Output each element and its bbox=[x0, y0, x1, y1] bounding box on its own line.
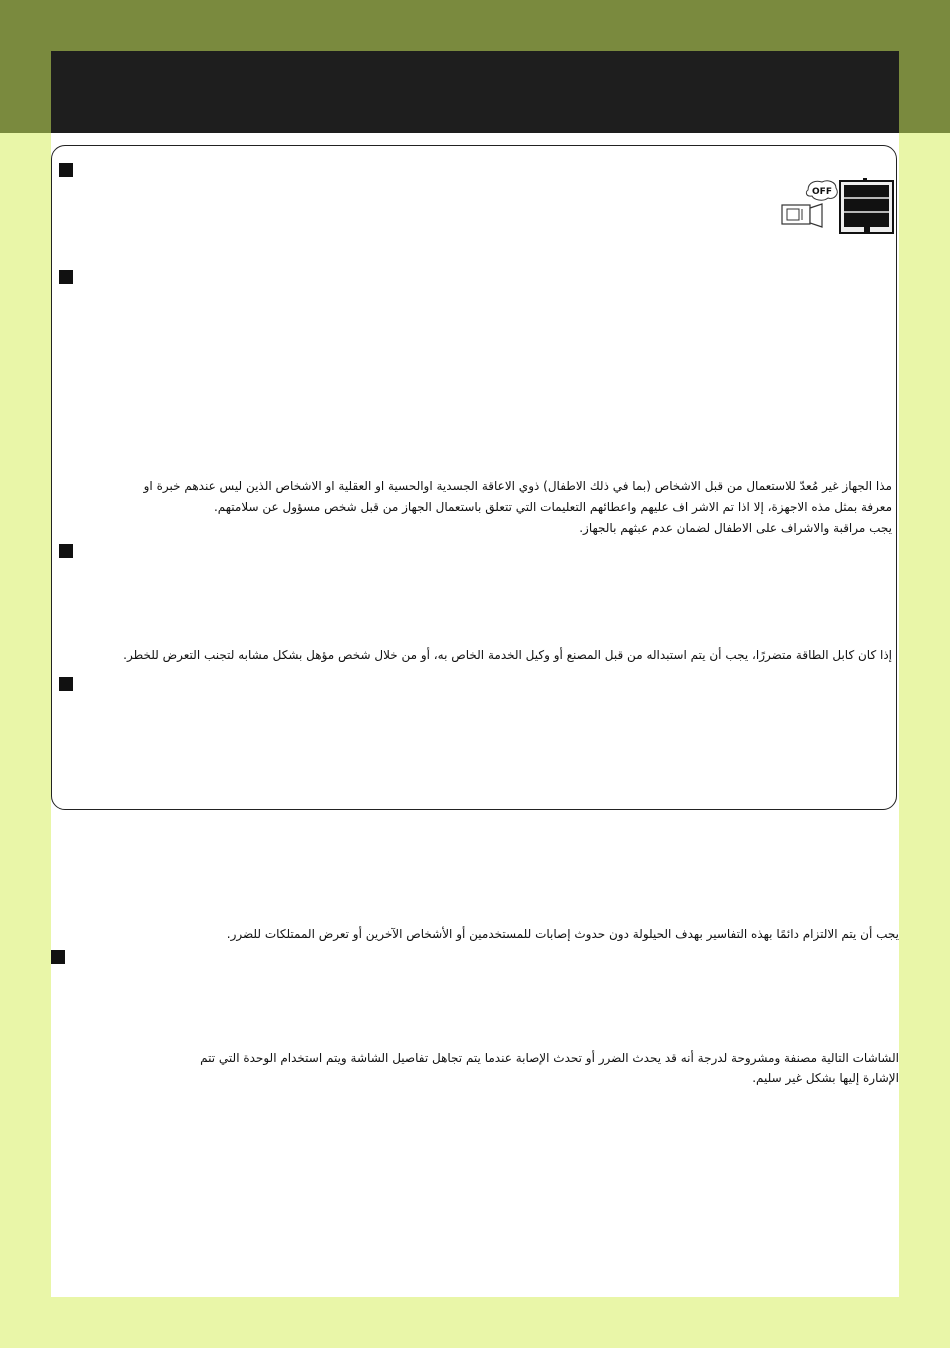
follow-instructions-text: يجب أن يتم الالتزام دائمًا بهذه التفاسير بهدف الحيلولة دون حدوث إصابات للمستخدمين أو الأشخاص الآخرين أو تعرض الممتلكات للضرر. bbox=[226, 927, 899, 941]
bullet-marker bbox=[59, 544, 73, 558]
children-warning-line-2: معرفة بمثل مذه الاجهزة، إلا اذا تم الاشر اف عليهم واعطائهم التعليمات التي تتعلق باستعمال الجهاز من قبل شخص مسؤول عن سلامتهم. bbox=[213, 500, 892, 514]
bullet-marker bbox=[59, 270, 73, 284]
off-label: OFF bbox=[812, 187, 832, 197]
unplug-illustration bbox=[778, 178, 896, 234]
children-warning-line-3: يجب مراقبة والاشراف على الاطفال لضمان عدم عبثهم بالجهاز. bbox=[579, 521, 892, 535]
screens-explanation-line-2: الإشارة إليها بشكل غير سليم. bbox=[752, 1071, 899, 1085]
bullet-marker bbox=[59, 677, 73, 691]
microwave-icon bbox=[840, 178, 893, 233]
off-bubble-icon bbox=[806, 181, 837, 200]
header-bar bbox=[51, 51, 899, 133]
bullet-marker bbox=[51, 950, 65, 964]
screens-explanation-line-1: الشاشات التالية مصنفة ومشروحة لدرجة أنه قد يحدث الضرر أو تحدث الإصابة عندما يتم تجاهل تفاصيل الشاشة ويتم استخدام الوحدة التي تتم bbox=[200, 1051, 899, 1065]
children-warning-line-1: مذا الجهاز غير مُعدّ للاستعمال من قبل الاشخاص (بما في ذلك الاطفال) ذوي الاعاقة الجسدية اوالحسية او العقلية او الاشخاص الذين ليس عندهم خبرة او bbox=[143, 479, 892, 493]
bullet-marker bbox=[59, 163, 73, 177]
plug-off-icon bbox=[782, 204, 822, 227]
power-cable-warning: إذا كان كابل الطاقة متضررًا، يجب أن يتم استبداله من قبل المصنع أو وكيل الخدمة الخاص به، أو من خلال شخص مؤهل بشكل مشابه لتجنب التعرض للخطر. bbox=[123, 648, 892, 662]
